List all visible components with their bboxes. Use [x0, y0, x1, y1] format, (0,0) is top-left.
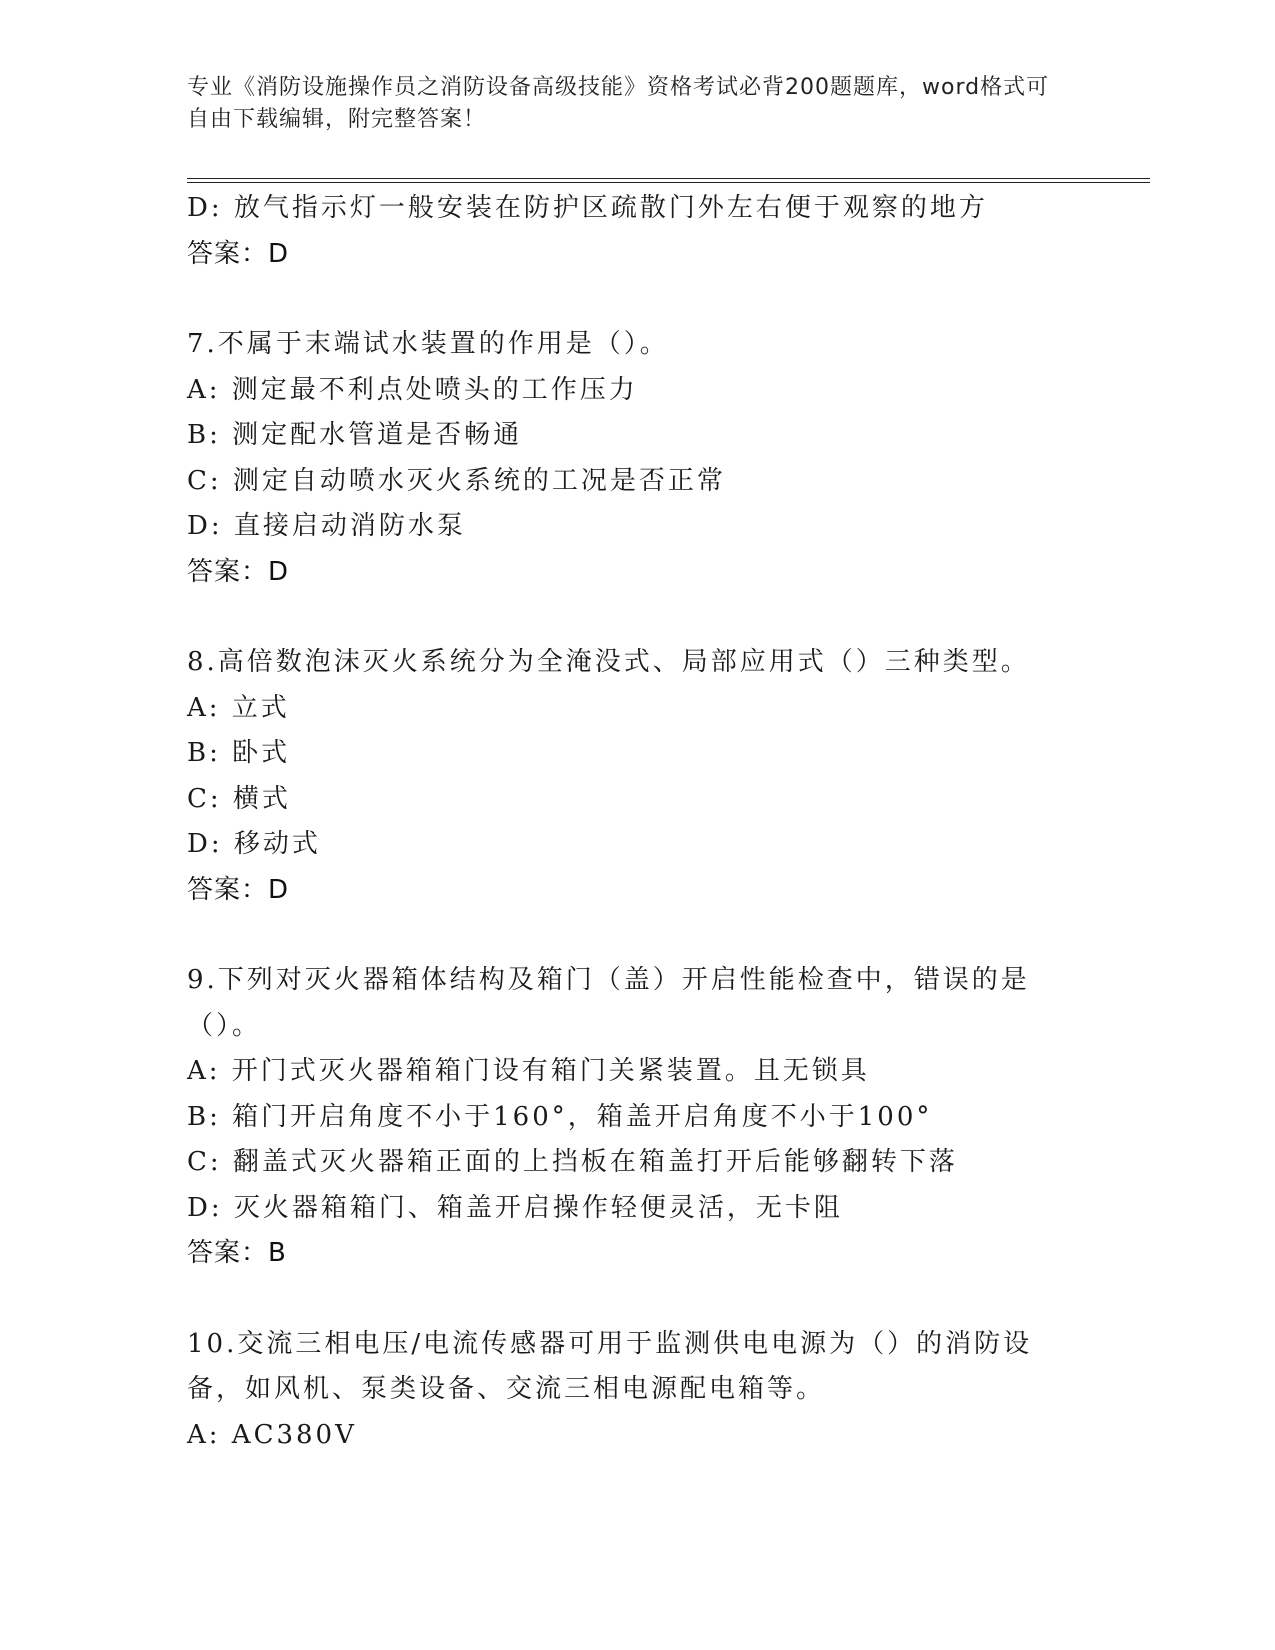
question-stem: 10.交流三相电压/电流传感器可用于监测供电电源为（）的消防设备，如风机、泵类设备、交流三相电源配电箱等。 — [187, 1328, 1033, 1404]
option-a: A: 开门式灭火器箱箱门设有箱门关紧装置。且无锁具 — [187, 1056, 870, 1086]
header-rule-top — [187, 178, 1150, 179]
option-a: A: 立式 — [187, 692, 290, 723]
answer-line: 答案：B — [187, 1238, 287, 1268]
document-header: 专业《消防设施操作员之消防设备高级技能》资格考试必背200题题库，word格式可自由下载编辑，附完整答案！ — [187, 75, 1050, 132]
previous-question-tail — [187, 186, 1067, 277]
question-10 — [187, 1322, 1067, 1459]
question-8 — [187, 640, 1067, 913]
question-7 — [187, 322, 1067, 595]
question-stem: 7.不属于末端试水装置的作用是（）。 — [187, 329, 669, 359]
question-stem: 9.下列对灭火器箱体结构及箱门（盖）开启性能检查中，错误的是（）。 — [187, 965, 1030, 1041]
option-c: C: 测定自动喷水灭火系统的工况是否正常 — [187, 465, 726, 496]
option-c: C: 翻盖式灭火器箱正面的上挡板在箱盖打开后能够翻转下落 — [187, 1147, 958, 1177]
option-b: B: 卧式 — [187, 738, 291, 768]
option-d: D: 直接启动消防水泵 — [187, 511, 466, 541]
option-b: B: 箱门开启角度不小于160°，箱盖开启角度不小于100° — [187, 1101, 933, 1132]
header-rule-bottom — [187, 182, 1150, 183]
option-a: A: 测定最不利点处喷头的工作压力 — [187, 374, 638, 405]
option-c: C: 横式 — [187, 783, 291, 814]
option-a: A: AC380V — [187, 1419, 357, 1450]
option-d: D: 移动式 — [187, 829, 321, 859]
question-9 — [187, 958, 1067, 1277]
option-d: D: 灭火器箱箱门、箱盖开启操作轻便灵活，无卡阻 — [187, 1192, 843, 1223]
document-body — [187, 186, 1067, 1458]
question-stem: 8.高倍数泡沫灭火系统分为全淹没式、局部应用式（）三种类型。 — [187, 647, 1030, 677]
answer-line: 答案：D — [187, 874, 290, 905]
answer-line: 答案：D — [187, 556, 290, 587]
answer-line: 答案：D — [187, 238, 290, 269]
option-d: D: 放气指示灯一般安装在防护区疏散门外左右便于观察的地方 — [187, 193, 988, 223]
option-b: B: 测定配水管道是否畅通 — [187, 420, 523, 450]
